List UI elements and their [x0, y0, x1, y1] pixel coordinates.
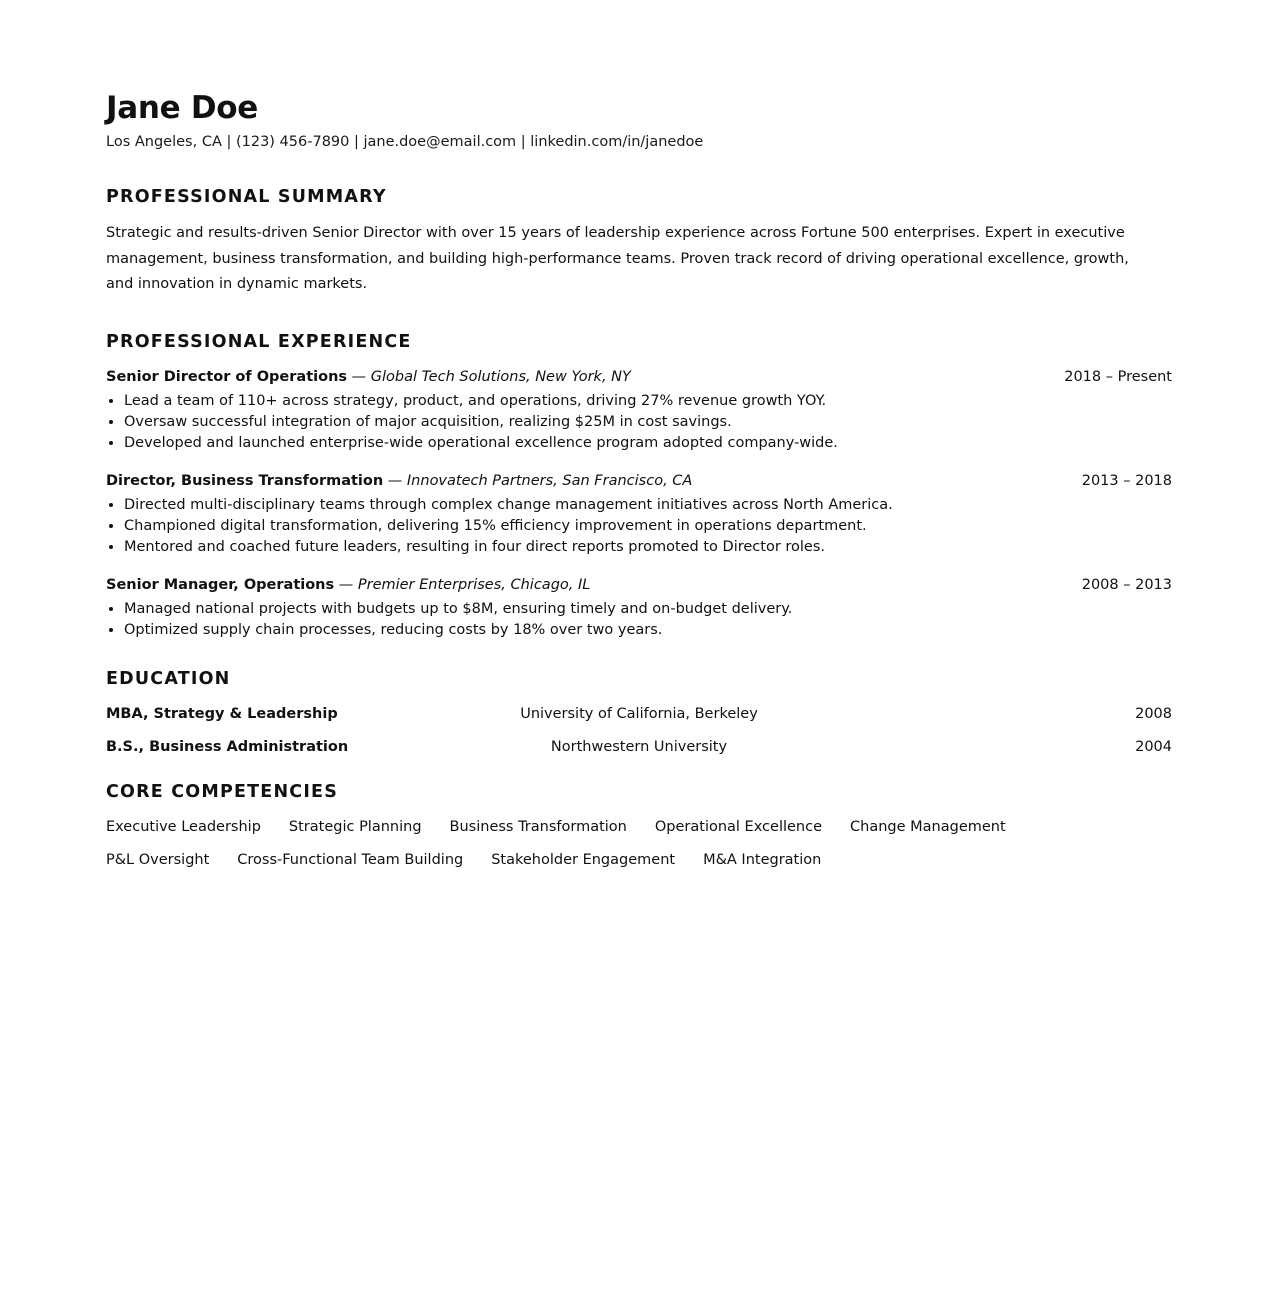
job-bullet: • Optimized supply chain processes, reducing costs by 18% over two years. — [124, 620, 1172, 641]
job-title: Senior Manager, Operations — [106, 576, 335, 593]
education-degree: B.S., Business Administration — [106, 738, 349, 755]
job-company: Global Tech Solutions, New York, NY — [370, 368, 631, 385]
competencies-section — [106, 780, 1172, 882]
job-title: Senior Director of Operations — [106, 368, 348, 385]
job-bullet: • Championed digital transformation, delivering 15% efficiency improvement in operations department. — [124, 516, 1172, 537]
job-bullet: • Directed multi-disciplinary teams through complex change management initiatives across North America. — [124, 495, 1172, 516]
job-header — [106, 470, 1172, 492]
education-year: 2004 — [1135, 738, 1172, 755]
education-degree: MBA, Strategy & Leadership — [106, 705, 338, 722]
job-bullet: • Lead a team of 110+ across strategy, product, and operations, driving 27% revenue growth YOY. — [124, 391, 1172, 412]
job-bullet: • Developed and launched enterprise-wide operational excellence program adopted company-wide. — [124, 433, 1172, 454]
job-role-line — [106, 366, 631, 388]
job-role-line — [106, 470, 692, 492]
experience-section — [106, 330, 1172, 641]
job-dates: 2018 – Present — [1064, 368, 1172, 385]
job-title: Director, Business Transformation — [106, 472, 384, 489]
education-year: 2008 — [1135, 705, 1172, 722]
job-header — [106, 574, 1172, 596]
job-bullet: • Managed national projects with budgets up to $8M, ensuring timely and on-budget delivery. — [124, 599, 1172, 620]
candidate-name: Jane Doe — [106, 90, 258, 126]
job-dates: 2008 – 2013 — [1081, 576, 1172, 593]
education-row — [106, 736, 1172, 758]
competency-item: P&L Oversight — [106, 851, 210, 868]
job-bullets — [106, 391, 1172, 454]
contact-line: Los Angeles, CA | (123) 456-7890 | jane.doe@email.com | linkedin.com/in/janedoe — [106, 134, 704, 150]
summary-section — [106, 185, 1172, 298]
job-bullets — [106, 599, 1172, 641]
summary-text: Strategic and results-driven Senior Director with over 15 years of leadership experience across Fortune 500 enterprises. Expert in executive management, business transformation, and building high-performance teams. Proven track record of driving operational excellence, growth, and innovation in dynamic markets. — [106, 225, 1129, 292]
education-row — [106, 703, 1172, 725]
competency-item: Cross-Functional Team Building — [237, 851, 464, 868]
section-title-competencies: CORE COMPETENCIES — [106, 781, 339, 802]
education-section — [106, 667, 1172, 758]
education-school: University of California, Berkeley — [520, 705, 758, 722]
section-title-summary: PROFESSIONAL SUMMARY — [106, 187, 387, 207]
competency-item: Business Transformation — [449, 818, 627, 835]
competency-item: Executive Leadership — [106, 818, 261, 835]
section-title-education: EDUCATION — [106, 668, 231, 689]
job-role-line — [106, 574, 590, 596]
competency-item: Stakeholder Engagement — [491, 851, 676, 868]
job-dates: 2013 – 2018 — [1081, 472, 1172, 489]
job-separator: — — [347, 368, 371, 385]
job-entry — [106, 470, 1172, 558]
education-school: Northwestern University — [550, 738, 728, 755]
job-bullet: • Mentored and coached future leaders, resulting in four direct reports promoted to Director roles. — [124, 537, 1172, 558]
competency-item: Strategic Planning — [288, 818, 422, 835]
job-header — [106, 366, 1172, 388]
competency-item: M&A Integration — [703, 851, 822, 868]
job-separator: — — [334, 576, 358, 593]
job-bullet: • Oversaw successful integration of major acquisition, realizing $25M in cost savings. — [124, 412, 1172, 433]
job-separator: — — [383, 472, 407, 489]
competency-list — [106, 816, 1146, 882]
job-entry — [106, 366, 1172, 454]
resume-header — [106, 88, 1172, 153]
job-company: Premier Enterprises, Chicago, IL — [357, 576, 591, 593]
job-company: Innovatech Partners, San Francisco, CA — [406, 472, 693, 489]
job-entry — [106, 574, 1172, 641]
competency-item: Change Management — [850, 818, 1006, 835]
competency-item: Operational Excellence — [654, 818, 823, 835]
section-title-experience: PROFESSIONAL EXPERIENCE — [106, 331, 412, 352]
job-bullets — [106, 495, 1172, 558]
